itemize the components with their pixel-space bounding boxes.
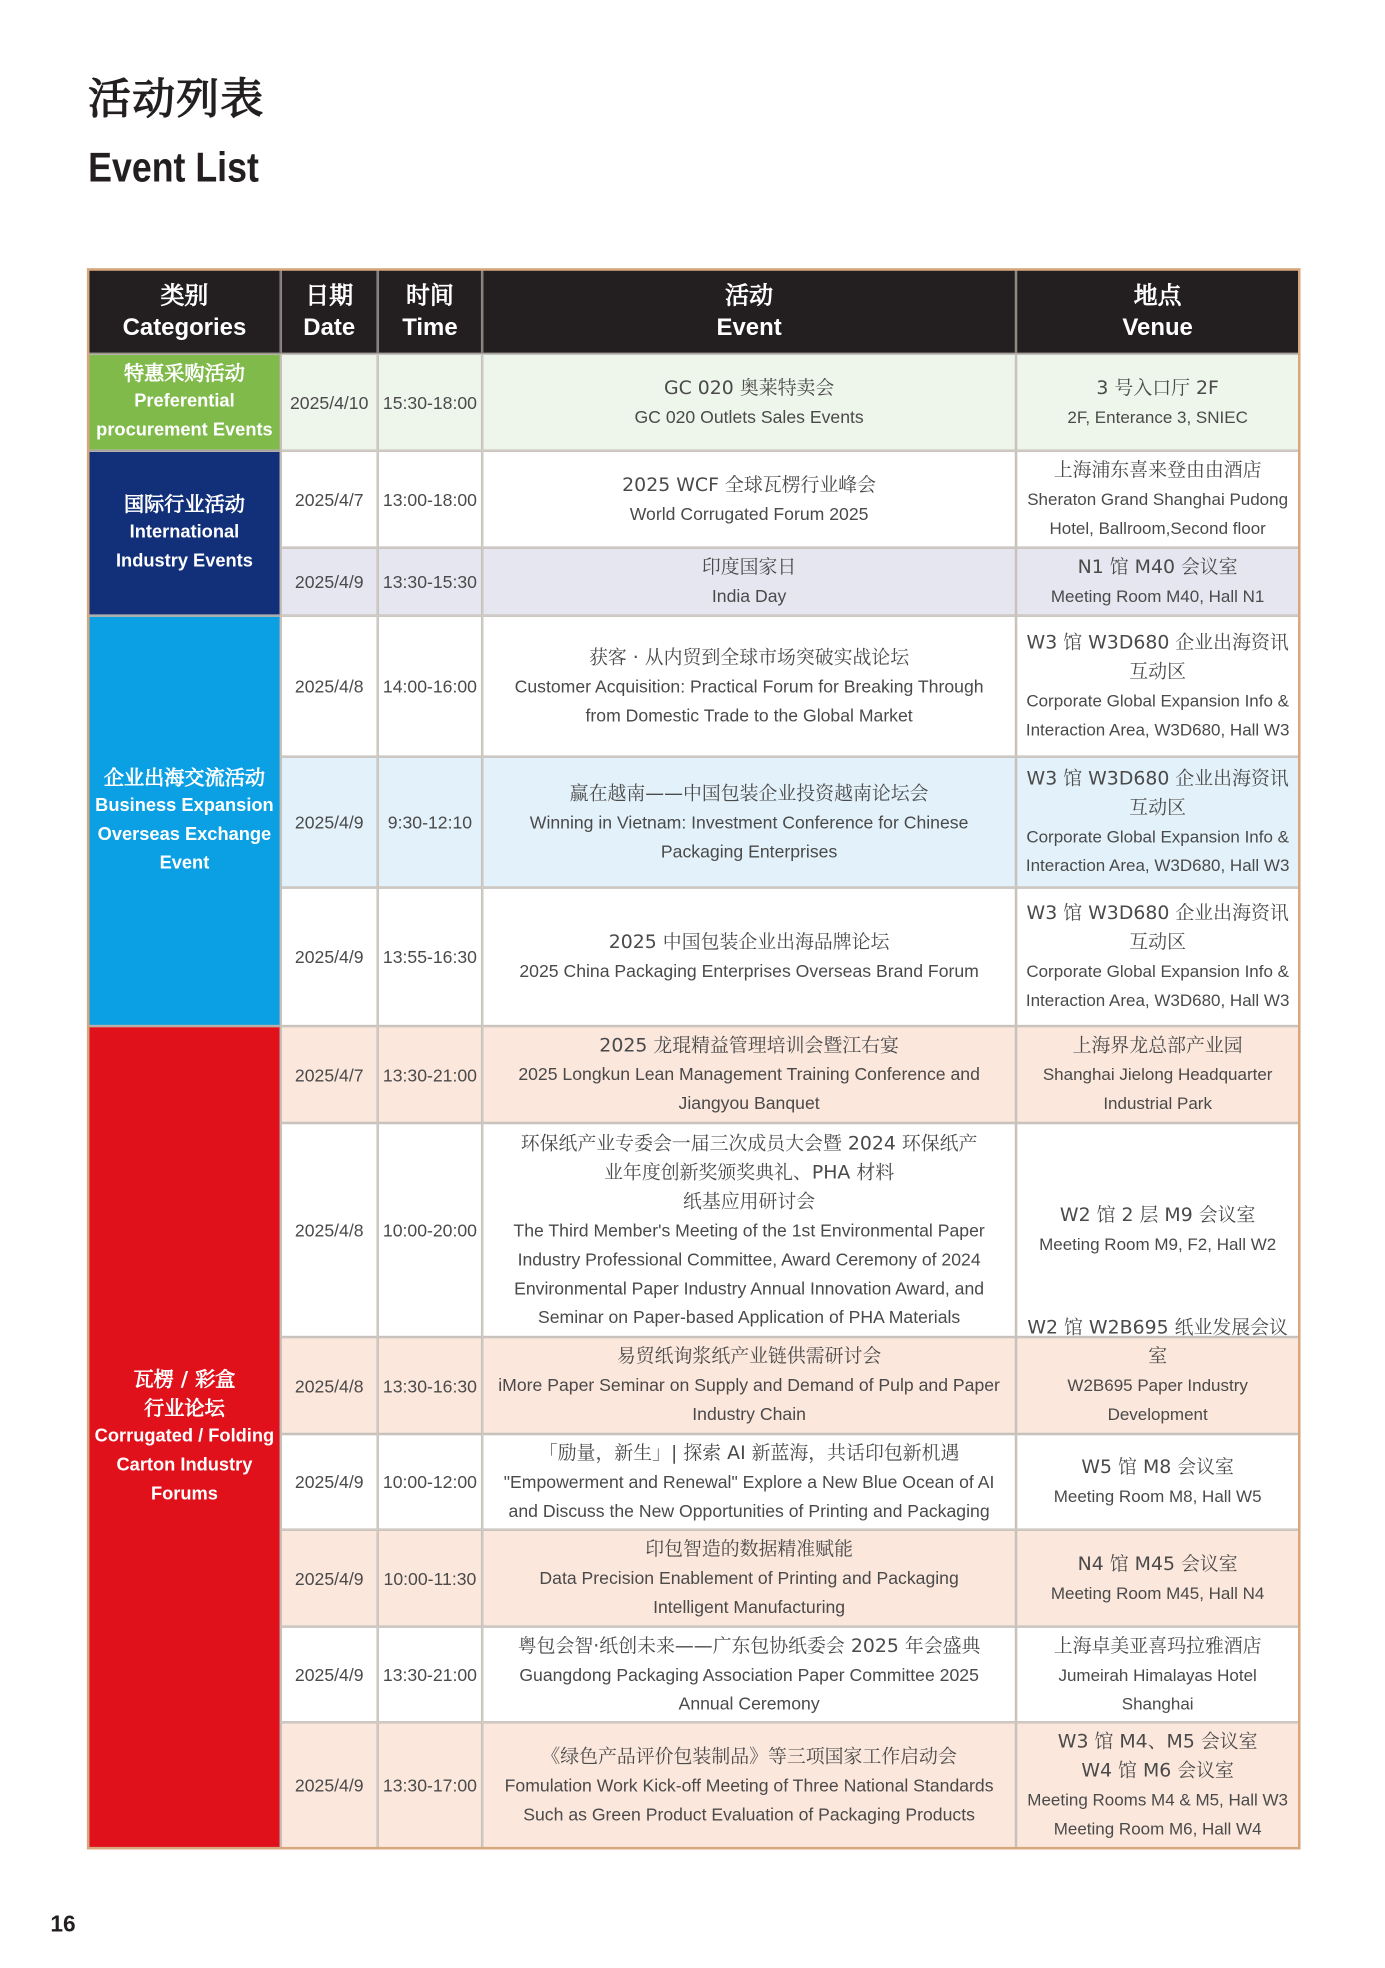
event-cell	[482, 451, 1016, 548]
venue-cell	[1016, 354, 1299, 451]
date-cell	[281, 616, 378, 757]
category-cell	[88, 1026, 281, 1848]
event-cell	[482, 1026, 1016, 1123]
event-cell	[482, 1123, 1016, 1337]
venue-zh: W3 馆 W3D680 企业出海资讯	[1026, 766, 1289, 790]
column-header-zh: 日期	[305, 281, 354, 310]
time-text: 10:00-20:00	[382, 1219, 477, 1241]
event-title-zh: 粤包会智·纸创未来——广东包协纸委会 2025 年会盛典	[517, 1633, 981, 1657]
time-text: 10:00-12:00	[382, 1471, 477, 1492]
column-header	[482, 269, 1016, 353]
category-label-en: Forums	[150, 1484, 218, 1505]
category-label-zh: 国际行业活动	[123, 492, 245, 517]
event-title-en: Annual Ceremony	[678, 1692, 820, 1713]
category-label-en: International	[129, 522, 240, 543]
event-title-zh: 2025 中国包装企业出海品牌论坛	[608, 930, 890, 954]
date-text: 2025/4/8	[294, 676, 364, 697]
time-cell	[378, 1123, 482, 1337]
event-cell	[482, 616, 1016, 757]
event-cell	[482, 1337, 1016, 1434]
event-title-en: Environmental Paper Industry Annual Innovation Award, and	[514, 1277, 985, 1298]
time-cell	[378, 888, 482, 1026]
event-title-zh: GC 020 奥莱特卖会	[663, 375, 835, 399]
category-cell	[88, 616, 281, 1026]
event-cell	[482, 1530, 1016, 1627]
venue-zh: 互动区	[1129, 930, 1186, 954]
category-cell	[88, 354, 281, 451]
venue-en: Meeting Room M8, Hall W5	[1053, 1486, 1262, 1506]
event-title-zh: 印度国家日	[701, 555, 797, 578]
page-title-zh: 活动列表	[88, 74, 265, 125]
event-title-en: Winning in Vietnam: Investment Conference for Chinese	[529, 811, 969, 832]
date-cell	[281, 757, 378, 888]
venue-en: Meeting Rooms M4 & M5, Hall W3	[1027, 1790, 1288, 1810]
event-title-en: GC 020 Outlets Sales Events	[634, 406, 864, 427]
event-cell	[482, 1722, 1016, 1848]
event-title-zh: 2025 WCF 全球瓦楞行业峰会	[622, 472, 877, 496]
date-cell	[281, 888, 378, 1026]
time-text: 13:30-21:00	[382, 1664, 477, 1685]
event-title-en: 2025 Longkun Lean Management Training Conference and	[518, 1063, 980, 1084]
event-title-zh: 获客 · 从内贸到全球市场突破实战论坛	[589, 645, 910, 668]
event-title-zh: 赢在越南——中国包装企业投资越南论坛会	[569, 781, 929, 804]
event-title-en: The Third Member's Meeting of the 1st Environmental Paper	[513, 1219, 985, 1240]
venue-zh: W5 馆 M8 会议室	[1081, 1455, 1234, 1479]
category-label-en: Preferential	[134, 391, 235, 412]
date-cell	[281, 1530, 378, 1627]
page-number: 16	[50, 1911, 76, 1937]
venue-cell	[1016, 757, 1299, 888]
venue-cell	[1016, 1315, 1299, 1434]
event-title-en: India Day	[711, 585, 787, 606]
venue-zh: 3 号入口厅 2F	[1096, 375, 1219, 399]
date-text: 2025/4/9	[294, 1664, 364, 1685]
venue-en: Industrial Park	[1103, 1094, 1212, 1113]
event-title-zh: 2025 龙琨精益管理培训会暨江右宴	[599, 1033, 899, 1057]
time-text: 15:30-18:00	[382, 392, 477, 413]
event-title-en: and Discuss the New Opportunities of Printing and Packaging	[508, 1500, 990, 1521]
venue-cell	[1016, 1722, 1299, 1848]
event-title-en: Industry Chain	[692, 1403, 806, 1424]
date-text: 2025/4/9	[294, 812, 364, 833]
column-header-en: Event	[716, 314, 782, 341]
event-title-zh: 「励量，新生」| 探索 AI 新蓝海，共话印包新机遇	[538, 1440, 960, 1464]
date-text: 2025/4/9	[294, 946, 364, 967]
venue-en: Interaction Area, W3D680, Hall W3	[1025, 990, 1290, 1010]
event-title-en: Customer Acquisition: Practical Forum for Breaking Through	[514, 675, 984, 696]
event-title-en: Seminar on Paper-based Application of PHA Materials	[537, 1306, 961, 1327]
date-cell	[281, 1337, 378, 1434]
column-header	[88, 269, 281, 353]
event-title-en: iMore Paper Seminar on Supply and Demand of Pulp and Paper	[498, 1374, 1000, 1395]
event-title-zh: 纸基应用研讨会	[682, 1189, 816, 1212]
venue-en: Corporate Global Expansion Info &	[1026, 691, 1289, 711]
venue-en: Meeting Room M9, F2, Hall W2	[1039, 1235, 1277, 1254]
date-cell	[281, 1627, 378, 1723]
time-cell	[378, 616, 482, 757]
date-text: 2025/4/10	[290, 392, 369, 413]
event-title-zh: 环保纸产业专委会一届三次成员大会暨 2024 环保纸产	[520, 1131, 978, 1154]
category-label-zh: 特惠采购活动	[123, 361, 245, 386]
date-text: 2025/4/7	[294, 1064, 364, 1085]
date-cell	[281, 1123, 378, 1337]
column-header-en: Categories	[122, 314, 247, 341]
venue-cell	[1016, 616, 1299, 757]
event-title-en: Data Precision Enablement of Printing and Packaging	[539, 1567, 959, 1588]
venue-en: Sheraton Grand Shanghai Pudong	[1027, 489, 1289, 509]
column-header	[378, 269, 482, 353]
venue-zh: W2 馆 2 层 M9 会议室	[1059, 1203, 1256, 1227]
date-cell	[281, 354, 378, 451]
time-text: 13:30-16:30	[382, 1375, 477, 1396]
date-text: 2025/4/9	[294, 571, 364, 592]
event-title-en: 2025 China Packaging Enterprises Overseas Brand Forum	[519, 960, 979, 981]
date-text: 2025/4/9	[294, 1568, 364, 1589]
venue-cell	[1016, 888, 1299, 1026]
venue-en: Corporate Global Expansion Info &	[1026, 827, 1289, 847]
venue-en: Hotel, Ballroom,Second floor	[1049, 518, 1266, 538]
category-label-zh: 企业出海交流活动	[103, 765, 266, 790]
venue-en: Interaction Area, W3D680, Hall W3	[1025, 856, 1290, 876]
venue-zh: 互动区	[1129, 659, 1186, 683]
event-title-en: Industry Professional Committee, Award Ceremony of 2024	[517, 1248, 981, 1269]
venue-zh: 上海卓美亚喜玛拉雅酒店	[1053, 1633, 1262, 1657]
date-cell	[281, 451, 378, 548]
venue-en: 2F, Enterance 3, SNIEC	[1067, 407, 1248, 427]
column-header-zh: 活动	[725, 281, 774, 310]
page-title-en: Event List	[88, 143, 259, 191]
venue-zh: N1 馆 M40 会议室	[1077, 555, 1238, 578]
event-title-en: Intelligent Manufacturing	[653, 1596, 846, 1617]
event-cell	[482, 1627, 1016, 1723]
time-cell	[378, 1026, 482, 1123]
column-header-en: Date	[303, 314, 356, 341]
time-cell	[378, 354, 482, 451]
category-label-en: Event	[159, 853, 210, 874]
venue-cell	[1016, 1434, 1299, 1530]
category-label-zh: 行业论坛	[144, 1396, 225, 1421]
category-label-en: Carton Industry	[116, 1455, 253, 1476]
event-cell	[482, 888, 1016, 1026]
event-title-zh: 《绿色产品评价包装制品》等三项国家工作启动会	[541, 1744, 957, 1768]
event-cell	[482, 757, 1016, 888]
time-cell	[378, 1627, 482, 1723]
time-text: 14:00-16:00	[382, 676, 477, 697]
event-title-zh: 业年度创新奖颁奖典礼、PHA 材料	[604, 1160, 895, 1183]
time-text: 9:30-12:10	[387, 812, 473, 833]
time-text: 13:30-17:00	[382, 1775, 477, 1796]
venue-cell	[1016, 1627, 1299, 1723]
venue-cell	[1016, 1123, 1299, 1337]
venue-zh: W3 馆 W3D680 企业出海资讯	[1026, 630, 1289, 654]
date-text: 2025/4/7	[294, 489, 364, 510]
time-text: 10:00-11:30	[383, 1568, 477, 1589]
time-cell	[378, 451, 482, 548]
time-cell	[378, 1434, 482, 1530]
column-header-en: Venue	[1122, 314, 1193, 341]
event-title-en: World Corrugated Forum 2025	[629, 502, 869, 524]
venue-en: Meeting Room M6, Hall W4	[1053, 1819, 1262, 1839]
event-title-en: Packaging Enterprises	[660, 840, 838, 861]
date-cell	[281, 1722, 378, 1848]
column-header-zh: 地点	[1133, 281, 1182, 310]
date-text: 2025/4/9	[294, 1471, 364, 1492]
time-text: 13:00-18:00	[382, 489, 477, 510]
date-text: 2025/4/8	[294, 1375, 364, 1396]
venue-zh: 上海浦东喜来登由由酒店	[1053, 458, 1262, 481]
event-cell	[482, 354, 1016, 451]
column-header-en: Time	[402, 314, 458, 341]
date-text: 2025/4/9	[294, 1775, 364, 1796]
column-header-zh: 时间	[406, 281, 454, 310]
time-cell	[378, 1337, 482, 1434]
time-text: 13:30-15:30	[382, 571, 477, 592]
column-header-zh: 类别	[160, 281, 209, 310]
time-text: 13:55-16:30	[382, 946, 477, 967]
event-title-en: "Empowerment and Renewal" Explore a New Blue Ocean of AI	[503, 1471, 995, 1492]
date-text: 2025/4/8	[294, 1219, 364, 1241]
venue-en: Corporate Global Expansion Info &	[1026, 961, 1289, 981]
category-label-en: Corrugated / Folding	[94, 1426, 275, 1447]
venue-cell	[1016, 1530, 1299, 1627]
category-label-en: Industry Events	[115, 551, 253, 572]
venue-zh: 上海界龙总部产业园	[1072, 1033, 1243, 1057]
time-cell	[378, 1722, 482, 1848]
time-cell	[378, 548, 482, 616]
date-cell	[281, 1434, 378, 1530]
column-header	[281, 269, 378, 353]
category-label-en: Business Expansion	[95, 795, 274, 816]
venue-en: Jumeirah Himalayas Hotel Shanghai	[1058, 1665, 1257, 1713]
venue-en: Meeting Room M45, Hall N4	[1050, 1583, 1265, 1603]
date-cell	[281, 1026, 378, 1123]
event-title-en: Such as Green Product Evaluation of Packaging Products	[523, 1803, 975, 1824]
category-label-en: procurement Events	[96, 420, 273, 441]
event-cell	[482, 548, 1016, 616]
category-label-zh: 瓦楞 / 彩盒	[133, 1367, 236, 1392]
venue-zh: W3 馆 M4、M5 会议室	[1057, 1729, 1258, 1753]
venue-zh: N4 馆 M45 会议室	[1077, 1551, 1238, 1575]
event-title-zh: 印包智造的数据精准赋能	[645, 1537, 853, 1560]
event-title-en: Guangdong Packaging Association Paper Committee 2025	[519, 1663, 979, 1684]
category-cell	[88, 451, 281, 616]
venue-cell	[1016, 548, 1299, 616]
time-cell	[378, 757, 482, 888]
venue-cell	[1016, 451, 1299, 548]
venue-en: W2B695 Paper Industry Development	[1067, 1376, 1248, 1424]
venue-en: Meeting Room M40, Hall N1	[1050, 586, 1265, 606]
venue-cell	[1016, 1026, 1299, 1123]
column-header	[1016, 269, 1299, 353]
venue-zh: 互动区	[1129, 795, 1186, 819]
event-cell	[482, 1434, 1016, 1530]
venue-zh: W4 馆 M6 会议室	[1081, 1758, 1234, 1782]
venue-en: Shanghai Jielong Headquarter	[1042, 1065, 1273, 1084]
time-cell	[378, 1530, 482, 1627]
event-title-zh: 易贸纸询浆纸产业链供需研讨会	[616, 1344, 882, 1368]
venue-en: Interaction Area, W3D680, Hall W3	[1025, 720, 1290, 740]
date-cell	[281, 548, 378, 616]
venue-zh: W2 馆 W2B695 纸业发展会议室	[1027, 1315, 1288, 1368]
event-title-en: Jiangyou Banquet	[678, 1092, 820, 1113]
event-title-en: Fomulation Work Kick-off Meeting of Three National Standards	[504, 1774, 994, 1795]
time-text: 13:30-21:00	[382, 1064, 477, 1085]
category-label-en: Overseas Exchange	[97, 824, 272, 845]
event-title-en: from Domestic Trade to the Global Market	[585, 704, 913, 725]
venue-zh: W3 馆 W3D680 企业出海资讯	[1026, 901, 1289, 925]
